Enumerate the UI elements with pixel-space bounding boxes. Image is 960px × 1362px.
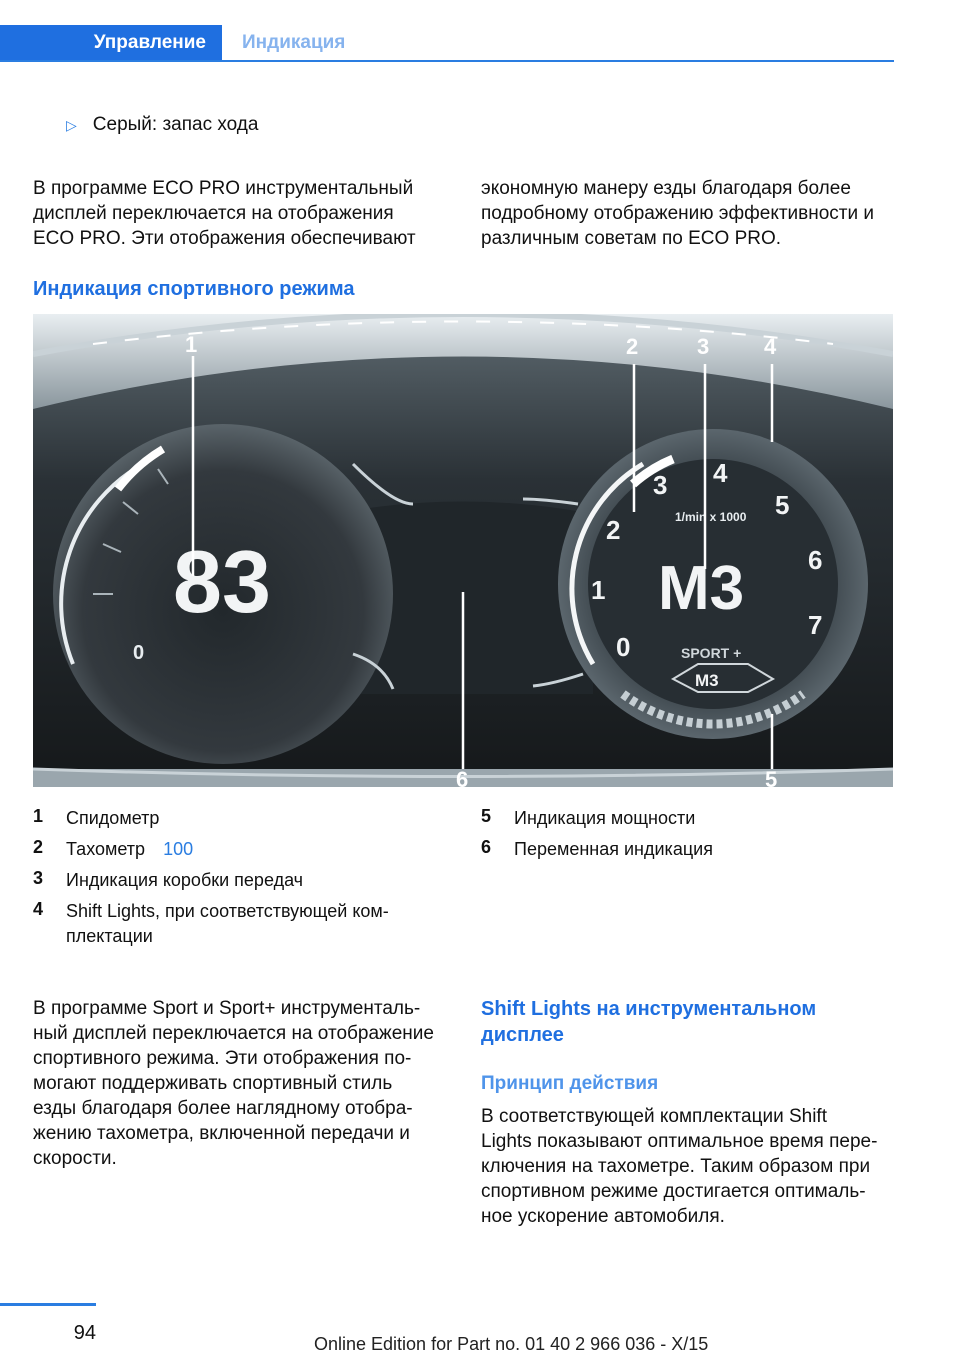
principle-subheading: Принцип действия	[481, 1073, 659, 1094]
callout-6: 6	[456, 767, 469, 787]
text-line: В соответствующей комплектации Shift	[481, 1106, 827, 1127]
gear-indicator: M3	[658, 554, 745, 623]
bullet-text: Серый: запас хода	[92, 114, 259, 135]
legend-item	[33, 868, 453, 899]
shift-lights-heading	[481, 996, 816, 1048]
tab-displays[interactable]: Индикация	[242, 32, 346, 53]
eco-paragraph-left	[33, 176, 453, 251]
rpm-tick-1: 1	[591, 575, 606, 605]
mode-label: SPORT +	[681, 645, 742, 661]
text-line: ное ускорение автомобиля.	[481, 1206, 725, 1227]
heading-line: Shift Lights на инструментальном	[481, 998, 817, 1020]
callout-5: 5	[765, 767, 778, 787]
rpm-tick-3: 3	[653, 470, 668, 500]
legend-label: Спидометр	[66, 808, 160, 828]
legend-label: Индикация коробки передач	[66, 870, 304, 890]
text-line: могают поддерживать спортивный стиль	[33, 1073, 393, 1094]
legend-number: 2	[33, 837, 44, 857]
callout-2: 2	[626, 334, 639, 359]
legend-label: плектации	[66, 926, 153, 946]
legend-label: Тахометр	[66, 839, 146, 859]
speedometer-zero: 0	[133, 642, 145, 664]
legend-number: 4	[33, 899, 44, 919]
text-line: Lights показывают оптимальное время пере-	[481, 1131, 878, 1152]
page-number: 94	[73, 1322, 96, 1344]
legend-item	[481, 806, 901, 837]
legend-label: Индикация мощности	[514, 808, 696, 828]
callout-1: 1	[185, 332, 198, 357]
text-line: скорости.	[33, 1148, 117, 1169]
section-heading: Индикация спортивного режима	[33, 278, 355, 300]
legend-item	[33, 899, 453, 924]
legend-item	[33, 806, 453, 837]
text-line: жению тахометра, включенной передачи и	[33, 1123, 410, 1144]
legend-right	[481, 806, 901, 868]
callout-3: 3	[697, 334, 710, 359]
tab-controls[interactable]: Управление	[0, 25, 222, 61]
rpm-tick-4: 4	[713, 458, 728, 488]
rpm-tick-6: 6	[808, 545, 823, 575]
legend-number: 3	[33, 868, 44, 888]
instrument-cluster-figure	[33, 314, 893, 787]
eco-paragraph-right	[481, 176, 901, 251]
legend-item	[33, 837, 453, 868]
text-line: спортивном режиме достигается оптималь-	[481, 1181, 866, 1202]
legend-label: Shift Lights, при соответствующей ком-	[66, 901, 389, 921]
bullet-item	[66, 114, 258, 137]
text-line: дисплей переключается на отображения	[33, 203, 394, 224]
text-line: спортивного режима. Эти отображения по-	[33, 1048, 412, 1069]
sport-paragraph	[33, 996, 463, 1171]
legend-item	[481, 837, 901, 868]
text-line: В программе ECO PRO инструментальный	[33, 178, 414, 199]
legend-label-wrap	[66, 837, 453, 862]
rpm-unit: 1/min x 1000	[675, 510, 747, 524]
mode-gear: M3	[695, 671, 719, 690]
text-line: В программе Sport и Sport+ инструменталь-	[33, 998, 421, 1019]
edition-text: Online Edition for Part no. 01 40 2 966 036 - X/15	[314, 1334, 709, 1354]
rpm-tick-5: 5	[775, 490, 790, 520]
text-line: ECO PRO. Эти отображения обеспечивают	[33, 228, 416, 249]
instrument-cluster-image	[33, 314, 893, 787]
shift-lights-paragraph	[481, 1104, 911, 1229]
legend-number: 5	[481, 806, 492, 826]
rpm-tick-7: 7	[808, 610, 823, 640]
text-line: подробному отображению эффективности и	[481, 203, 875, 224]
legend-item-continued	[33, 924, 453, 955]
legend-number: 6	[481, 837, 492, 857]
legend-left	[33, 806, 453, 955]
heading-line: дисплее	[481, 1024, 564, 1046]
text-line: различным советам по ECO PRO.	[481, 228, 782, 249]
text-line: езды благодаря более наглядному отобра-	[33, 1098, 413, 1119]
speed-value: 83	[173, 532, 271, 631]
footer-divider	[0, 1303, 96, 1306]
triangle-bullet-icon: ▷	[66, 117, 77, 133]
header-divider	[0, 60, 894, 62]
page-reference-link[interactable]: 100	[163, 839, 194, 859]
callout-4: 4	[764, 334, 777, 359]
rpm-tick-2: 2	[606, 515, 621, 545]
text-line: экономную манеру езды благодаря более	[481, 178, 851, 199]
rpm-tick-0: 0	[616, 632, 631, 662]
text-line: ный дисплей переключается на отображение	[33, 1023, 434, 1044]
legend-number: 1	[33, 806, 44, 826]
text-line: ключения на тахометре. Таким образом при	[481, 1156, 871, 1177]
page-header	[0, 25, 894, 63]
legend-label: Переменная индикация	[514, 839, 713, 859]
